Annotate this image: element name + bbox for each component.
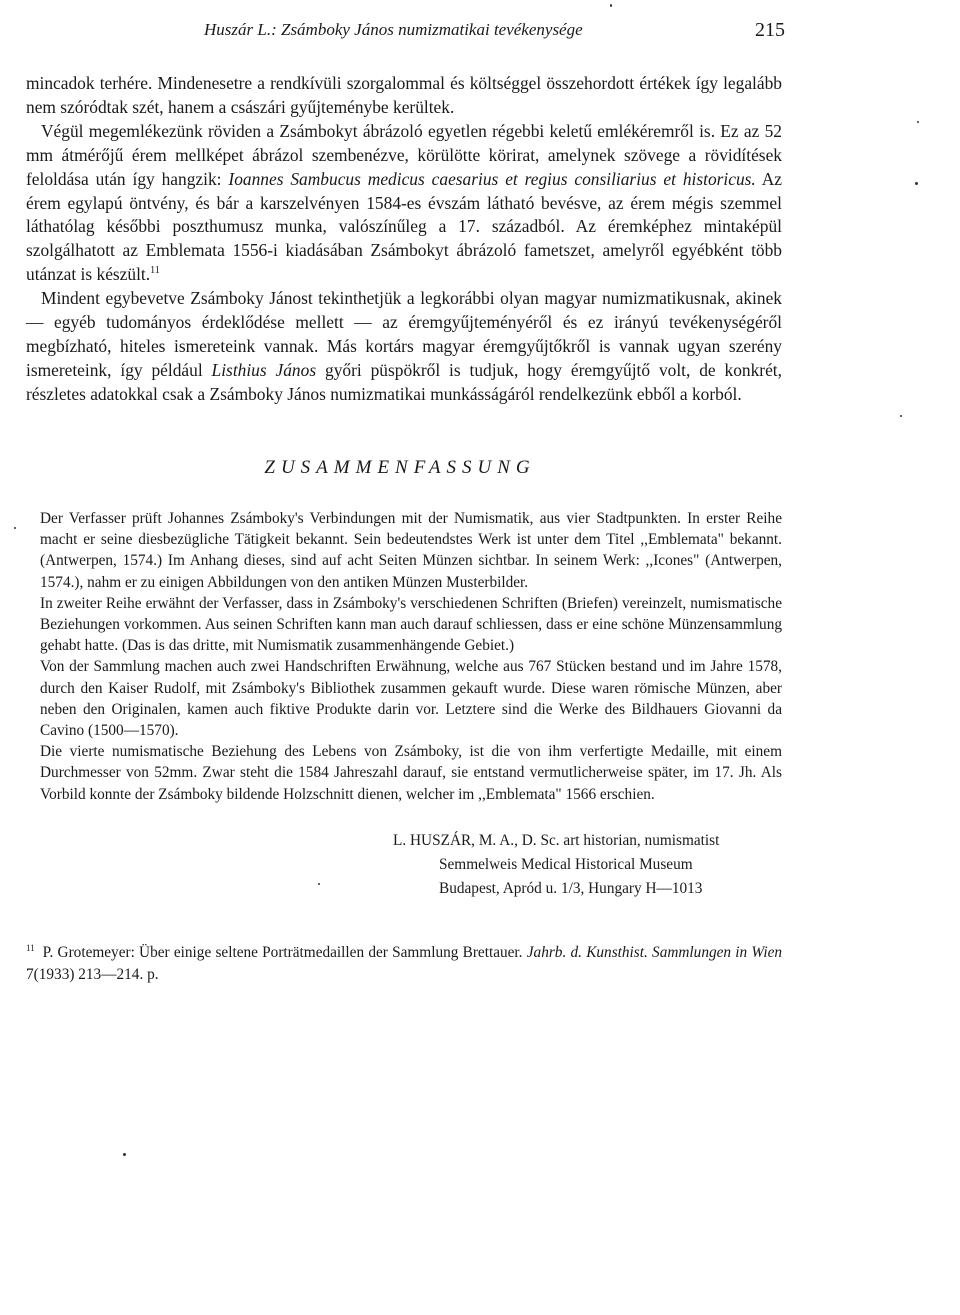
scan-speck — [123, 1153, 126, 1156]
footnote-reference[interactable]: 11 — [150, 265, 160, 277]
footnote — [26, 937, 782, 986]
address-line: Budapest, Apród u. 1/3, Hungary H—1013 — [439, 880, 703, 897]
paragraph-2 — [26, 120, 782, 287]
running-head: Huszár L.: Zsámboky János numizmatikai tevékenysége — [204, 20, 583, 39]
summary-paragraph-1: Der Verfasser prüft Johannes Zsámboky's Verbindungen mit der Numismatik, aus vier Stadtpunkten. In erster Reihe macht er seine diesbezügliche Tätigkeit bekannt. Sein bedeutendstes Werk ist unter dem Titel ,,Emblemata" bekannt. (Antwerpen, 1574.) Im Anhang dieses, sind auf acht Seiten Münzen sichtbar. In seinem Werk: ,,Icones" (Antwerpen, 1574.), nahm er zu einigen Abbildungen von den antiken Münzen Musterbilder. — [40, 510, 782, 591]
person-name: Listhius János — [211, 359, 317, 380]
journal-title: Jahrb. d. Kunsthist. Sammlungen in Wien — [526, 944, 783, 961]
scan-speck — [915, 182, 918, 185]
scan-speck — [318, 883, 320, 885]
paragraph-2-text: Végül megemlékezünk röviden a Zsámbokyt ábrázoló egyetlen régebbi keletű emlékéremről is. Ez az 52 mm átmérőjű érem mellképet ábrázol szembenézve, körülötte körirat, amelynek szövege a rövidítések feloldása után így hangzik: — [26, 120, 782, 189]
institution-line: Semmelweis Medical Historical Museum — [439, 856, 693, 873]
scan-speck — [14, 527, 16, 529]
summary-paragraph-3: Von der Sammlung machen auch zwei Handschriften Erwähnung, welche aus 767 Stücken bestand und im Jahre 1578, durch den Kaiser Rudolf, mit Zsámboky's Bibliothek zusammen gekauft wurde. Diese waren römische Münzen, aber neben den Originalen, kamen auch fiktive Produkte darin vor. Letztere sind die Werke des Bildhauers Giovanni da Cavino (1500—1570). — [40, 658, 782, 740]
summary-heading: ZUSAMMENFASSUNG — [264, 457, 536, 478]
summary-text — [40, 508, 782, 805]
paragraph-3-text-a: Mindent egybevetve Zsámboky Jánost tekinthetjük a legkorábbi olyan magyar numizmatikusnak, akinek — egyéb tudományos érdeklődése mellett — az éremgyűjteményéről és ez irányú tevékenységéről megbízható, hiteles ismereteink vannak. Más kortárs magyar éremgyűjtőkről is vannak ugyan szerény ismereteink, így például — [26, 288, 782, 380]
main-text — [26, 72, 782, 407]
footnote-text-a: P. Grotemeyer: Über einige seltene Porträtmedaillen der Sammlung Brettauer. — [42, 944, 523, 961]
paragraph-3-text-b: győri püspökről is tudjuk, hogy éremgyűjtő volt, de konkrét, részletes adatokkal csak a Zsámboky János numizmatikai munkásságáról rendelkezünk ebből a korból. — [26, 359, 782, 404]
page-number: 215 — [755, 19, 785, 41]
footnote-text-b: 7(1933) 213—214. p. — [26, 966, 159, 983]
author-line: L. HUSZÁR, M. A., D. Sc. art historian, numismatist — [393, 832, 720, 849]
scan-speck — [917, 121, 919, 123]
summary-paragraph-4: Die vierte numismatische Beziehung des Lebens von Zsámboky, ist die von ihm verfertigte Medaille, mit einem Durchmesser von 52mm. Zwar steht die 1584 Jahreszahl darauf, sie entstand vermutlicherweise später, im 17. Jh. Als Vorbild konnte der Zsámboky bildende Holzschnitt dienen, welcher im ,,Emblemata" 1566 erschien. — [40, 743, 782, 803]
author-signature — [393, 829, 719, 901]
summary-paragraph-2: In zweiter Reihe erwähnt der Verfasser, dass in Zsámboky's verschiedenen Schriften (Briefen) vereinzelt, numismatische Beziehungen vorkommen. Aus seinen Schriften kann man auch darauf schliessen, dass er eine schöne Münzensammlung gehabt hatte. (Das is das dritte, mit Numismatik zusammenhängende Gebiet.) — [40, 594, 782, 655]
scan-speck — [610, 4, 612, 7]
paragraph-3 — [26, 287, 782, 407]
footnote-mark: 11 — [26, 943, 35, 953]
paragraph-1: mincadok terhére. Mindenesetre a rendkívüli szorgalommal és költséggel összehordott értékek így legalább nem szóródtak szét, hanem a császári gyűjteménybe kerültek. — [26, 73, 782, 117]
scan-speck — [900, 415, 902, 417]
latin-inscription: Ioannes Sambucus medicus caesarius et regius consiliarius et historicus. — [228, 168, 756, 189]
paragraph-2-continuation: Az érem egylapú öntvény, és bár a karszelvényen 1584-es évszám látható bevésve, az érem mégis szemmel láthatólag későbbi poszthumusz munka, valószínűleg a 17. századból. Az éremképhez mintaképül szolgálhatott az Emblemata 1556-i kiadásában Zsámbokyt ábrázoló fametszet, amelyről egyébként több utánzat is készült. — [26, 168, 783, 285]
